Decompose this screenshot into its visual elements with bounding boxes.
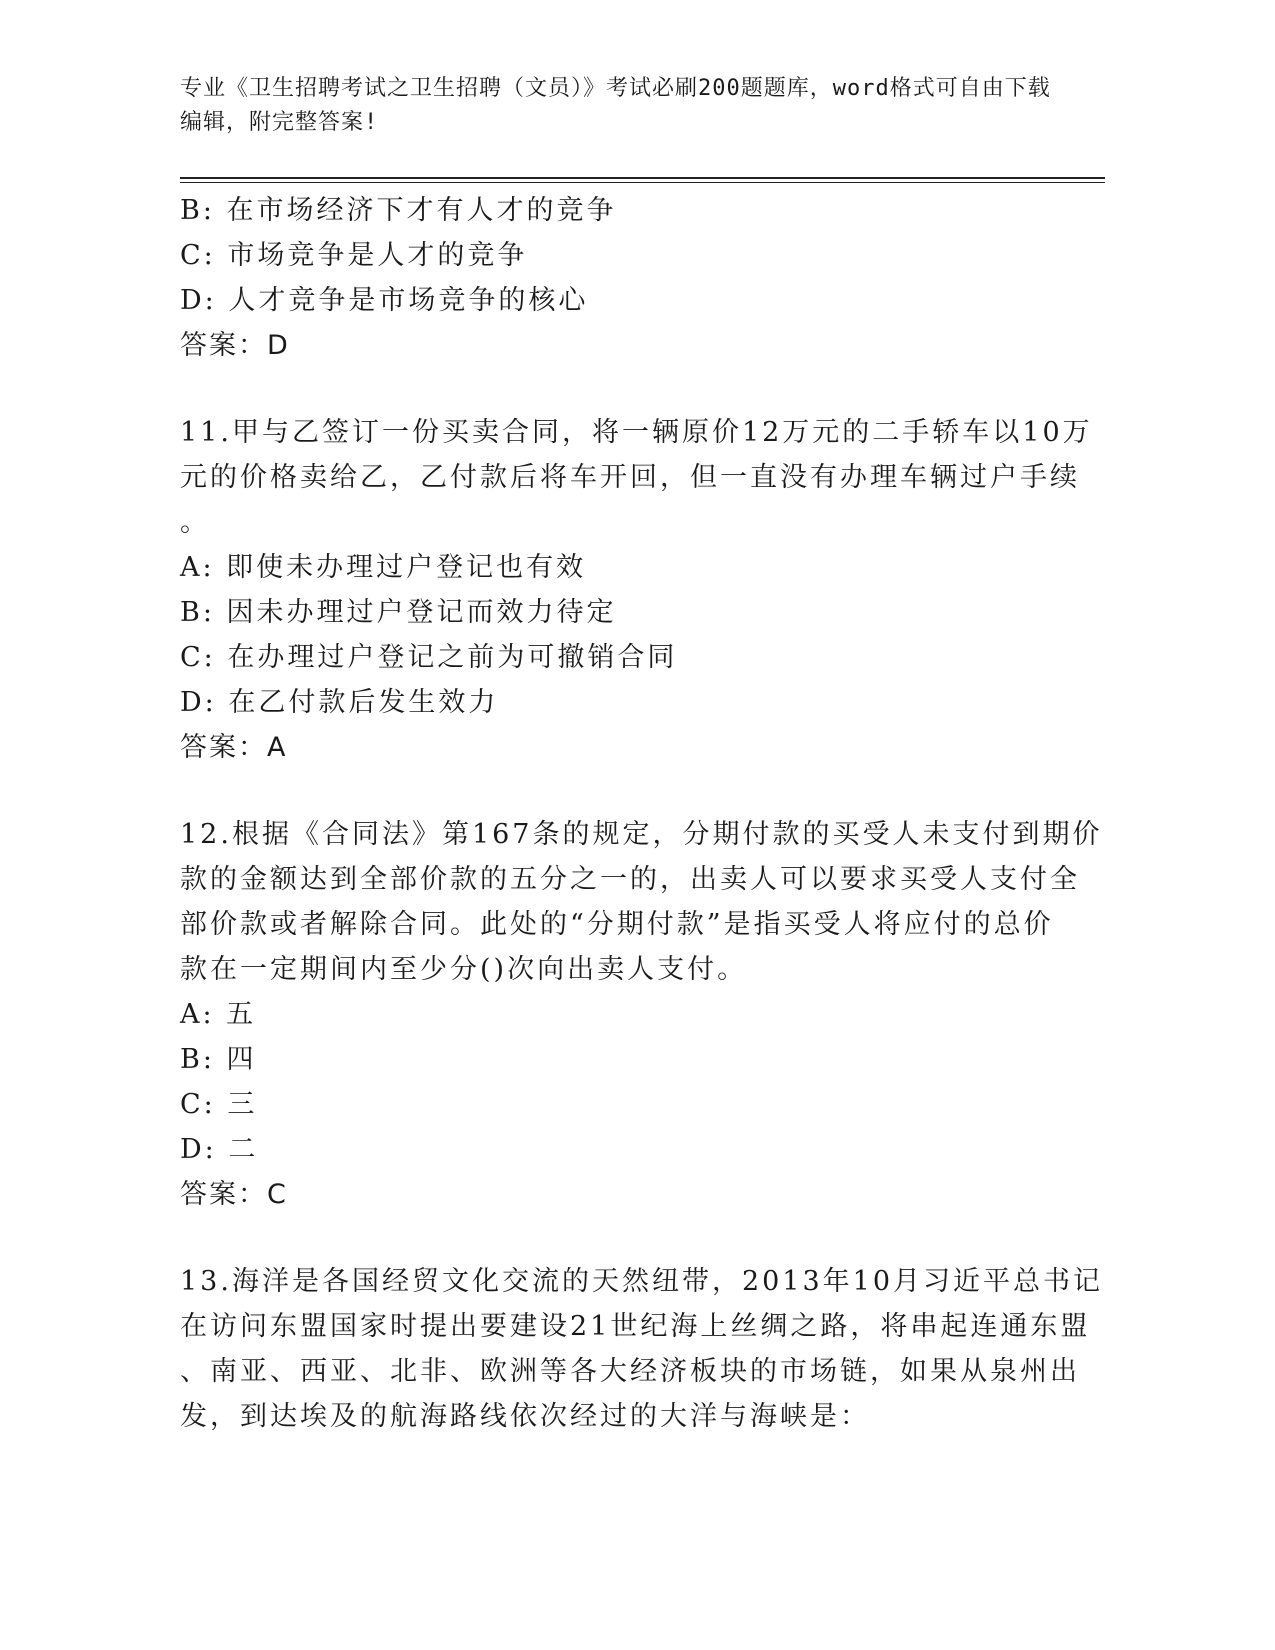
question-11 — [180, 410, 1093, 770]
option-c: C: 在办理过户登记之前为可撤销合同 — [180, 642, 678, 673]
answer-line: 答案：D — [180, 330, 290, 361]
header-rule-thick — [180, 177, 1105, 179]
answer-line: 答案：A — [180, 732, 288, 763]
option-d: D: 二 — [180, 1134, 259, 1165]
spacer — [180, 1217, 1040, 1259]
question-12 — [180, 812, 1103, 1217]
option-a: A: 五 — [180, 999, 257, 1030]
question-stem-line: 在访问东盟国家时提出要建设21世纪海上丝绸之路，将串起连通东盟 — [180, 1311, 1091, 1342]
question-stem-line: 11.甲与乙签订一份买卖合同，将一辆原价12万元的二手轿车以10万 — [180, 417, 1093, 448]
option-b: B: 四 — [180, 1044, 257, 1075]
question-13 — [180, 1259, 1104, 1439]
option-d: D: 在乙付款后发生效力 — [180, 687, 499, 718]
question-content — [180, 188, 1104, 1439]
question-10-tail — [180, 188, 1040, 368]
question-stem-line: 款的金额达到全部价款的五分之一的，出卖人可以要求买受人支付全 — [180, 864, 1080, 895]
option-d: D: 人才竞争是市场竞争的核心 — [180, 285, 589, 316]
header-rule-thin — [180, 182, 1105, 183]
question-stem-line: 款在一定期间内至少分()次向出卖人支付。 — [180, 954, 748, 985]
option-a: A: 即使未办理过户登记也有效 — [180, 552, 587, 583]
spacer — [180, 368, 1040, 410]
option-b: B: 在市场经济下才有人才的竞争 — [180, 195, 617, 226]
option-b: B: 因未办理过户登记而效力待定 — [180, 597, 617, 628]
document-header: 专业《卫生招聘考试之卫生招聘（文员）》考试必刷200题题库，word格式可自由下载编辑，附完整答案! — [180, 76, 1051, 135]
spacer — [180, 770, 1040, 812]
option-c: C: 三 — [180, 1089, 258, 1120]
question-stem-line: 。 — [180, 507, 210, 538]
answer-line: 答案：C — [180, 1179, 288, 1210]
question-stem-line: 部价款或者解除合同。此处的“分期付款”是指买受人将应付的总价 — [180, 909, 1054, 940]
option-c: C: 市场竞争是人才的竞争 — [180, 240, 528, 271]
question-stem-line: 、南亚、西亚、北非、欧洲等各大经济板块的市场链，如果从泉州出 — [180, 1356, 1080, 1387]
question-stem-line: 元的价格卖给乙，乙付款后将车开回，但一直没有办理车辆过户手续 — [180, 462, 1080, 493]
question-stem-line: 发，到达埃及的航海路线依次经过的大洋与海峡是： — [180, 1401, 870, 1432]
question-stem-line: 12.根据《合同法》第167条的规定，分期付款的买受人未支付到期价 — [180, 819, 1103, 850]
question-stem-line: 13.海洋是各国经贸文化交流的天然纽带，2013年10月习近平总书记 — [180, 1266, 1104, 1297]
